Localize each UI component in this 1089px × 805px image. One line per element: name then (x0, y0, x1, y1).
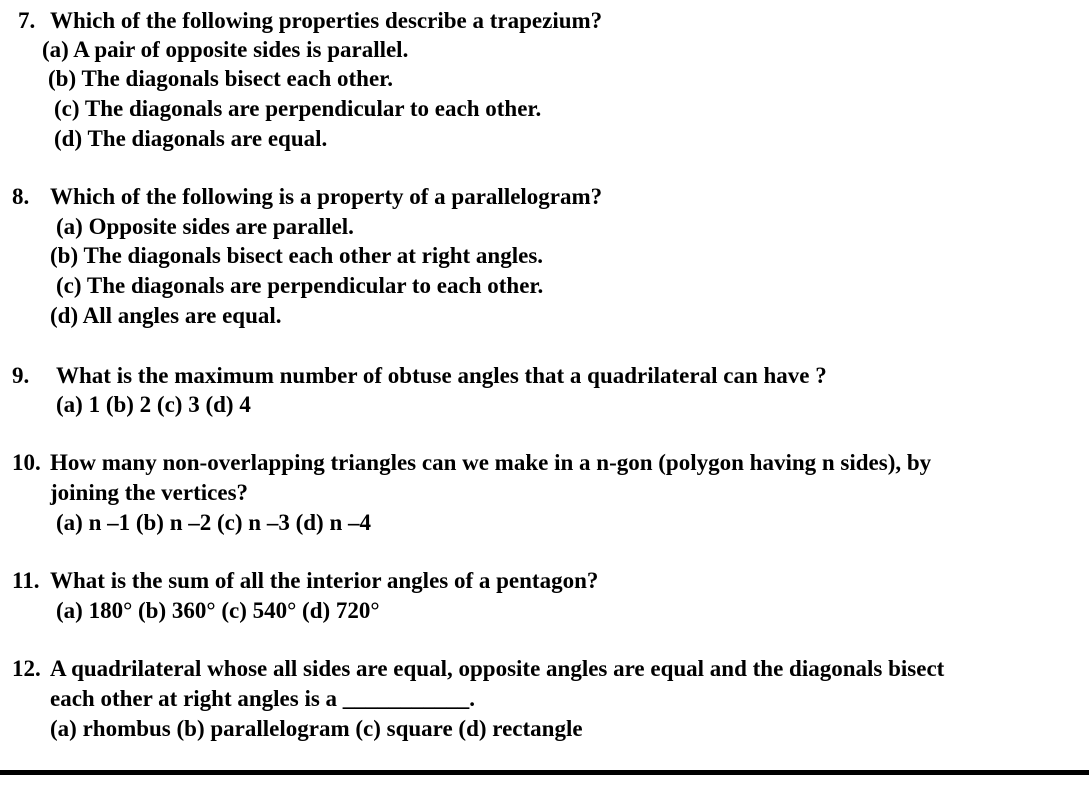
question-number: 9. (12, 363, 30, 388)
question-text: How many non-overlapping triangles can we make in a n-gon (polygon having n sides), by (50, 450, 932, 475)
question-text: Which of the following is a property of a parallelogram? (50, 184, 603, 209)
option-line: (c) The diagonals are perpendicular to each other. (54, 96, 542, 121)
question-text: A quadrilateral whose all sides are equal, opposite angles are equal and the diagonals bisect (50, 656, 945, 681)
option-line: (b) The diagonals bisect each other at right angles. (50, 243, 544, 268)
question-number: 12. (12, 656, 41, 681)
question-number: 10. (12, 450, 41, 475)
question-text-continued: each other at right angles is a ___________. (50, 686, 476, 711)
question-12 (12, 654, 945, 684)
question-8 (12, 182, 603, 212)
option-line: (a) rhombus (b) parallelogram (c) square (d) rectangle (50, 716, 583, 741)
option-line: (d) All angles are equal. (50, 303, 282, 328)
question-text-continued: joining the vertices? (50, 480, 249, 505)
option-line: (c) The diagonals are perpendicular to each other. (56, 273, 544, 298)
question-11 (12, 566, 599, 596)
question-9 (12, 361, 827, 391)
question-text: Which of the following properties describe a trapezium? (50, 8, 603, 33)
question-number: 7. (18, 8, 36, 33)
option-line: (a) Opposite sides are parallel. (56, 214, 354, 239)
option-line: (d) The diagonals are equal. (54, 126, 328, 151)
question-7 (18, 6, 603, 36)
bottom-rule (0, 770, 1089, 775)
option-line: (b) The diagonals bisect each other. (48, 66, 394, 91)
option-line: (a) n –1 (b) n –2 (c) n –3 (d) n –4 (56, 510, 371, 535)
question-10 (12, 448, 932, 478)
option-line: (a) 180° (b) 360° (c) 540° (d) 720° (56, 598, 380, 623)
question-text: What is the maximum number of obtuse angles that a quadrilateral can have ? (56, 363, 827, 388)
option-line: (a) A pair of opposite sides is parallel. (42, 37, 409, 62)
question-text: What is the sum of all the interior angles of a pentagon? (50, 568, 599, 593)
question-number: 11. (12, 568, 40, 593)
question-number: 8. (12, 184, 30, 209)
option-line: (a) 1 (b) 2 (c) 3 (d) 4 (56, 392, 251, 417)
